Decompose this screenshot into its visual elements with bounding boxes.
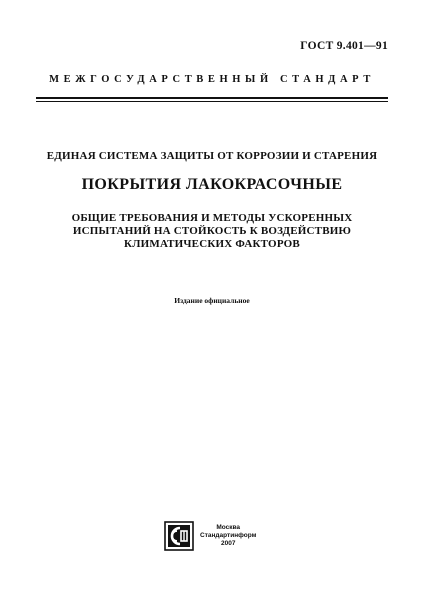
main-title: ПОКРЫТИЯ ЛАКОКРАСОЧНЫЕ	[81, 176, 343, 193]
standard-type-heading: МЕЖГОСУДАРСТВЕННЫЙ СТАНДАРТ	[49, 74, 375, 85]
publisher-year: 2007	[220, 540, 236, 547]
publisher-name: Стандартинформ	[200, 532, 257, 539]
publisher-text	[200, 524, 256, 548]
standartinform-logo-icon	[164, 521, 194, 551]
subtitle-line-3: КЛИМАТИЧЕСКИХ ФАКТОРОВ	[124, 238, 300, 250]
subtitle-line-1: ОБЩИЕ ТРЕБОВАНИЯ И МЕТОДЫ УСКОРЕННЫХ	[71, 212, 353, 224]
subtitle-line-2: ИСПЫТАНИЙ НА СТОЙКОСТЬ К ВОЗДЕЙСТВИЮ	[72, 225, 352, 237]
publisher-block	[164, 521, 256, 551]
publisher-city: Москва	[216, 524, 241, 531]
system-title: ЕДИНАЯ СИСТЕМА ЗАЩИТЫ ОТ КОРРОЗИИ И СТАРЕНИЯ	[46, 150, 378, 162]
subtitle	[40, 212, 384, 251]
edition-label: Издание официальное	[174, 296, 250, 305]
header-divider-thin	[36, 101, 388, 102]
header-divider-thick	[36, 97, 388, 99]
gost-number: ГОСТ 9.401—91	[300, 40, 388, 52]
